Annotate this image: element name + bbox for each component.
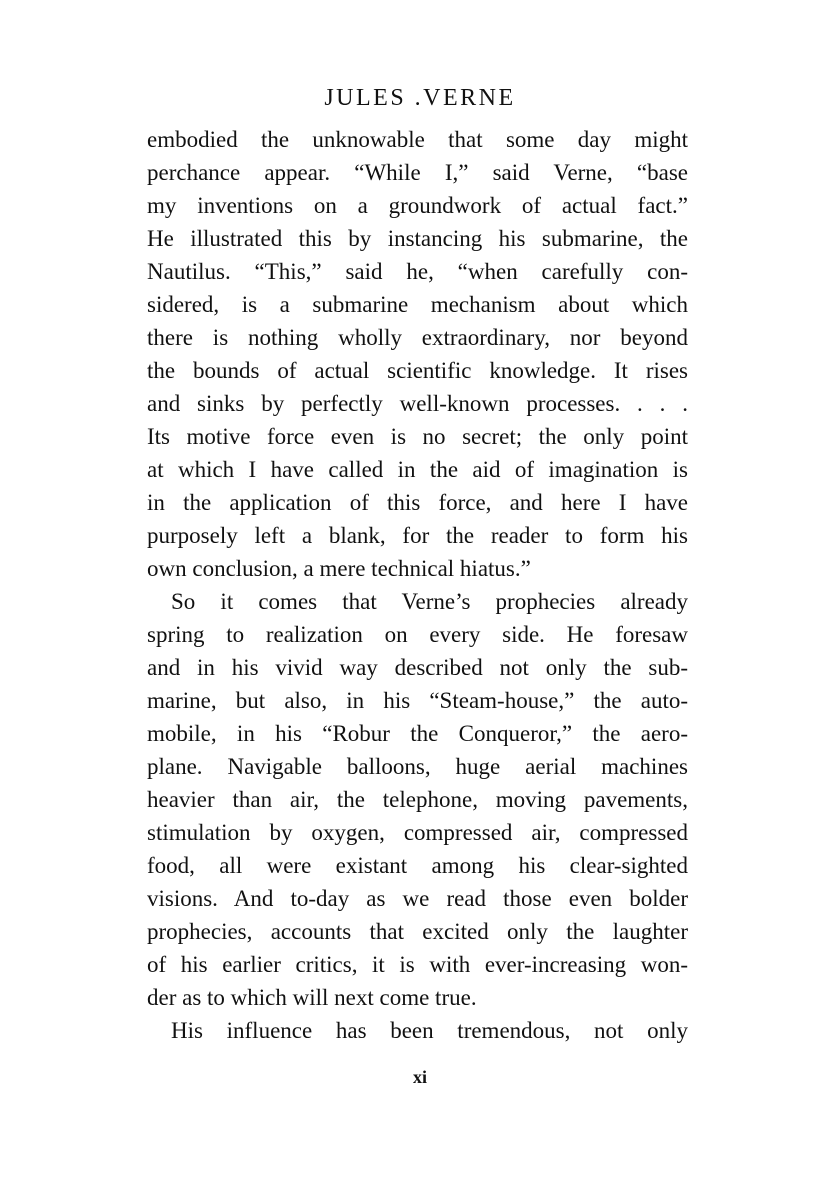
text-line: own conclusion, a mere technical hiatus.”	[147, 556, 531, 581]
running-head: JULES .VERNE	[324, 85, 516, 111]
text-line: and sinks by perfectly well-known processes. . . .	[147, 391, 688, 416]
text-line: Nautilus. “This,” said he, “when carefully con-	[147, 259, 688, 284]
text-line: embodied the unknowable that some day might	[147, 127, 688, 152]
text-line: the bounds of actual scientific knowledge. It rises	[147, 358, 688, 383]
text-line: food, all were existant among his clear-sighted	[147, 853, 688, 878]
text-line: of his earlier critics, it is with ever-increasing won-	[147, 952, 688, 977]
text-line: stimulation by oxygen, compressed air, compressed	[147, 820, 688, 845]
body-text	[147, 123, 688, 1047]
text-line: spring to realization on every side. He foresaw	[147, 622, 688, 647]
text-line: sidered, is a submarine mechanism about which	[147, 292, 688, 317]
paragraph-start-line: So it comes that Verne’s prophecies already	[171, 589, 688, 614]
text-line: plane. Navigable balloons, huge aerial machines	[147, 754, 688, 779]
text-line: purposely left a blank, for the reader to form his	[147, 523, 688, 548]
text-line: at which I have called in the aid of imagination is	[147, 457, 688, 482]
text-line: visions. And to-day as we read those even bolder	[147, 886, 688, 911]
text-line: my inventions on a groundwork of actual fact.”	[147, 193, 688, 218]
text-line: mobile, in his “Robur the Conqueror,” the aero-	[147, 721, 688, 746]
text-line: der as to which will next come true.	[147, 985, 477, 1010]
text-line: He illustrated this by instancing his submarine, the	[147, 226, 688, 251]
text-line: there is nothing wholly extraordinary, nor beyond	[147, 325, 688, 350]
text-line: marine, but also, in his “Steam-house,” the auto-	[147, 688, 688, 713]
page-number: xi	[412, 1067, 427, 1087]
paragraph-start-line: His influence has been tremendous, not only	[171, 1018, 688, 1043]
text-line: Its motive force even is no secret; the only point	[147, 424, 688, 449]
text-line: heavier than air, the telephone, moving pavements,	[147, 787, 688, 812]
text-line: perchance appear. “While I,” said Verne, “base	[147, 160, 688, 185]
text-line: prophecies, accounts that excited only the laughter	[147, 919, 688, 944]
text-line: in the application of this force, and here I have	[147, 490, 688, 515]
text-line: and in his vivid way described not only the sub-	[147, 655, 688, 680]
